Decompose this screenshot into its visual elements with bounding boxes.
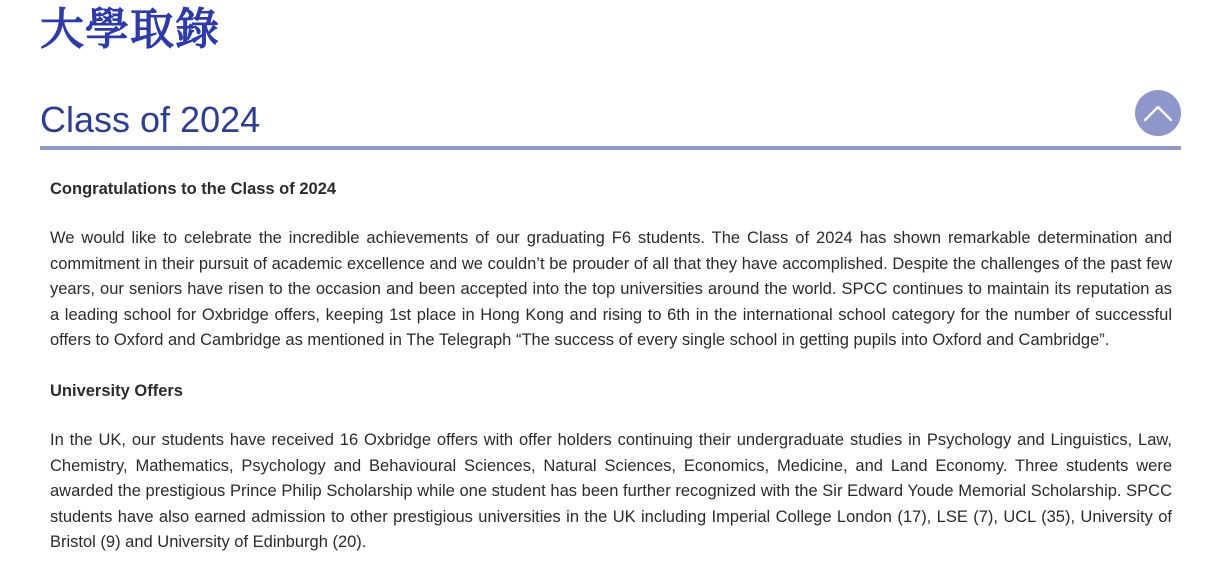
accordion-divider [40, 146, 1181, 150]
accordion-header[interactable] [40, 84, 1181, 150]
chevron-up-icon [1143, 104, 1173, 122]
accordion-title[interactable]: Class of 2024 [40, 99, 261, 140]
offers-heading: University Offers [50, 381, 183, 400]
offers-paragraph: In the UK, our students have received 16 Oxbridge offers with offer holders continuing their undergraduate studies in Psychology and Linguistics, Law, Chemistry, Mathematics, Psychology and Behavioural Sciences, Natural Sciences, Economics, Medicine, and Land Economy. Three students were awarded the prestigious Prince Philip Scholarship while one student has been further recognized with the Sir Edward Youde Memorial Scholarship. SPCC students have also earned admission to other prestigious universities in the UK including Imperial College London (17), LSE (7), UCL (35), University of Bristol (9) and University of Edinburgh (20). [50, 430, 1172, 552]
accordion-content [50, 176, 1172, 556]
page-title: 大學取錄 [40, 4, 220, 55]
intro-heading: Congratulations to the Class of 2024 [50, 180, 337, 198]
collapse-button[interactable] [1135, 90, 1181, 136]
intro-paragraph: We would like to celebrate the incredible achievements of our graduating F6 students. The Class of 2024 has shown remarkable determination and commitment in their pursuit of academic excellence and we couldn’t be prouder of all that they have accomplished. Despite the challenges of the past few years, our seniors have risen to the occasion and been accepted into the top universities around the world. SPCC continues to maintain its reputation as a leading school for Oxbridge offers, keeping 1st place in Hong Kong and rising to 6th in the international school category for the number of successful offers to Oxford and Cambridge as mentioned in The Telegraph “The success of every single school in getting pupils into Oxford and Cambridge”. [50, 229, 1172, 350]
